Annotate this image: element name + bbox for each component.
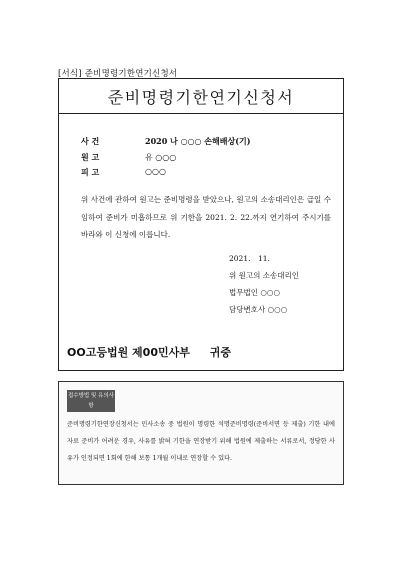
case-label: 사 건	[81, 136, 100, 146]
plaintiff-label: 원 고	[81, 152, 100, 162]
defendant-label: 피 고	[81, 167, 100, 177]
case-value: 2020 나 ○○○ 손해배상(기)	[145, 136, 251, 146]
court-to: 귀중	[209, 346, 231, 359]
notes-text: 준비명령기한연장신청서는 민사소송 중 법원이 명령한 석명준비명령(준비서면 등 제출) 기한 내에 자료 준비가 어려운 경우, 사유를 밝혀 기한을 연장받기 위해 법원에 제출하는 서류로서, 정당한 사유가 인정되면 1회에 한해 보통 1개월 이내로 연장할 수 있다.	[67, 421, 335, 462]
form-type-label: [서식] 준비명령기한연기신청서	[58, 69, 178, 79]
filing-date: 2021. 11.	[229, 254, 270, 263]
defendant-row	[81, 167, 166, 178]
plaintiff-value: 유 ○○○	[145, 153, 177, 162]
defendant-value: ○○○	[145, 167, 166, 176]
signer-role: 위 원고의 소송대리인	[229, 271, 299, 280]
notes-box	[58, 381, 344, 485]
document-title: 준비명령기한연기신청서	[107, 88, 295, 107]
law-firm-name: 법무법인 ○○○	[229, 288, 280, 297]
title-divider	[59, 113, 343, 114]
attorney-name: 담당변호사 ○○○	[229, 305, 288, 314]
court-address	[67, 344, 231, 360]
application-form	[58, 78, 344, 371]
request-body: 위 사건에 관하여 원고는 준비명령을 받았으나, 원고의 소송대리인은 급일 수임하여 준비가 미흡하므로 위 기한을 2021. 2. 22.까지 연기하여 주시기를 바라와 이 신청에 이릅니다.	[81, 195, 331, 239]
notes-badge: 접수방법 및 유의사항	[67, 390, 115, 412]
court-name: OO고등법원 제00민사부	[67, 346, 190, 359]
case-row	[81, 136, 251, 147]
plaintiff-row	[81, 152, 176, 163]
